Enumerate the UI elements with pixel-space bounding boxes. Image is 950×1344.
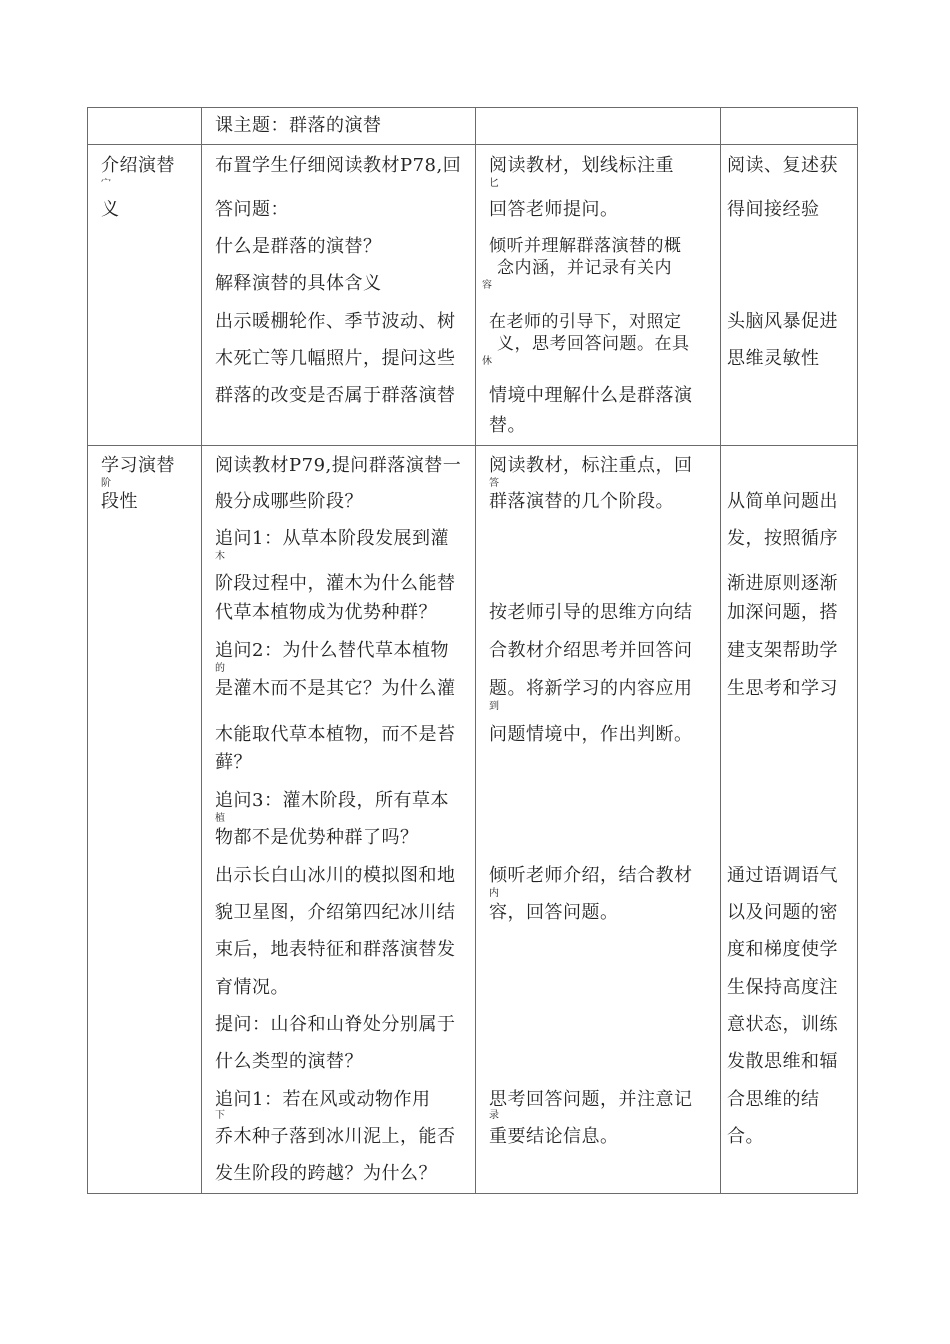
teacher-text-line: 般分成哪些阶段？ bbox=[215, 491, 363, 512]
design-text-line: 加深问题，搭 bbox=[727, 602, 838, 623]
student-text-line: 情境中理解什么是群落演 bbox=[489, 385, 693, 406]
teacher-text-line: 追问1：若在风或动物作用 bbox=[215, 1089, 431, 1110]
clipped-text-fragment: 木 bbox=[215, 551, 225, 562]
clipped-text-fragment: 休 bbox=[482, 356, 492, 367]
row-divider bbox=[87, 144, 858, 145]
table-border-right bbox=[857, 107, 858, 1194]
design-text-line: 得间接经验 bbox=[727, 199, 820, 220]
row-divider bbox=[87, 445, 858, 446]
student-text-line: 阅读教材，标注重点，回 bbox=[489, 455, 693, 476]
teacher-text-line: 答问题： bbox=[215, 199, 289, 220]
table-border-bottom bbox=[87, 1193, 858, 1194]
clipped-text-fragment: 宀 bbox=[101, 178, 111, 189]
clipped-text-fragment: 植 bbox=[215, 813, 225, 824]
column-divider bbox=[475, 107, 476, 1194]
student-text-line: 合教材介绍思考并回答问 bbox=[489, 640, 693, 661]
design-text-line: 生保持高度注 bbox=[727, 977, 838, 998]
teacher-text-line: 提问：山谷和山脊处分别属于 bbox=[215, 1014, 456, 1035]
teacher-text-line: 解释演替的具体含义 bbox=[215, 273, 382, 294]
design-text-line: 合思维的结 bbox=[727, 1089, 820, 1110]
clipped-text-fragment: 容 bbox=[482, 280, 492, 291]
student-text-line: 按老师引导的思维方向结 bbox=[489, 602, 693, 623]
clipped-text-fragment: 答 bbox=[489, 478, 499, 489]
design-text-line: 阅读、复述获 bbox=[727, 155, 838, 176]
teacher-text-line: 是灌木而不是其它？为什么灌 bbox=[215, 678, 456, 699]
column-divider bbox=[201, 107, 202, 1194]
clipped-text-fragment: 匕 bbox=[489, 178, 499, 189]
design-text-line: 建支架帮助学 bbox=[727, 640, 838, 661]
teacher-text-line: 群落的改变是否属于群落演替 bbox=[215, 385, 456, 406]
design-text-line: 生思考和学习 bbox=[727, 678, 838, 699]
design-text-line: 头脑风暴促进 bbox=[727, 311, 838, 332]
teacher-text-line: 育情况。 bbox=[215, 977, 289, 998]
clipped-text-fragment: 的 bbox=[215, 663, 225, 674]
teacher-text-line: 什么类型的演替？ bbox=[215, 1051, 363, 1072]
student-text-line: 群落演替的几个阶段。 bbox=[489, 491, 674, 512]
design-text-line: 通过语调语气 bbox=[727, 865, 838, 886]
teacher-text-line: 追问2：为什么替代草本植物 bbox=[215, 640, 449, 661]
design-text-line: 渐进原则逐渐 bbox=[727, 573, 838, 594]
clipped-text-fragment: 下 bbox=[215, 1110, 225, 1121]
student-text-line: 阅读教材，划线标注重 bbox=[489, 155, 674, 176]
student-text-line: 替。 bbox=[489, 415, 526, 436]
student-text-line: 倾听并理解群落演替的概 bbox=[489, 236, 682, 256]
design-text-line: 意状态，训练 bbox=[727, 1014, 838, 1035]
teacher-text-line: 乔木种子落到冰川泥上，能否 bbox=[215, 1126, 456, 1147]
teacher-text-line: 物都不是优势种群了吗？ bbox=[215, 827, 419, 848]
student-text-line: 倾听老师介绍，结合教材 bbox=[489, 865, 693, 886]
design-text-line: 发散思维和辐 bbox=[727, 1051, 838, 1072]
student-text-line: 题。将新学习的内容应用 bbox=[489, 678, 693, 699]
teacher-text-line: 貌卫星图，介绍第四纪冰川结 bbox=[215, 902, 456, 923]
lesson-topic: 课主题：群落的演替 bbox=[215, 115, 382, 136]
teacher-text-line: 追问3：灌木阶段，所有草本 bbox=[215, 790, 449, 811]
design-text-line: 思维灵敏性 bbox=[727, 348, 820, 369]
section-title: 介绍演替 bbox=[101, 155, 175, 176]
teacher-text-line: 阅读教材P79,提问群落演替一 bbox=[215, 455, 462, 476]
teacher-text-line: 代草本植物成为优势种群？ bbox=[215, 602, 437, 623]
clipped-text-fragment: 内 bbox=[489, 888, 499, 899]
design-text-line: 发，按照循序 bbox=[727, 528, 838, 549]
teacher-text-line: 木死亡等几幅照片，提问这些 bbox=[215, 348, 456, 369]
student-text-line: 思考回答问题，并注意记 bbox=[489, 1089, 693, 1110]
teacher-text-line: 出示长白山冰川的模拟图和地 bbox=[215, 865, 456, 886]
student-text-line: 容，回答问题。 bbox=[489, 902, 619, 923]
teacher-text-line: 布置学生仔细阅读教材P78,回 bbox=[215, 155, 462, 176]
teacher-text-line: 追问1：从草本阶段发展到灌 bbox=[215, 528, 449, 549]
teacher-text-line: 木能取代草本植物，而不是苔 bbox=[215, 724, 456, 745]
teacher-text-line: 发生阶段的跨越？为什么？ bbox=[215, 1163, 437, 1184]
student-text-line: 回答老师提问。 bbox=[489, 199, 619, 220]
design-text-line: 度和梯度使学 bbox=[727, 939, 838, 960]
column-divider bbox=[720, 107, 721, 1194]
student-text-line: 在老师的引导下，对照定 bbox=[489, 312, 682, 332]
teacher-text-line: 藓？ bbox=[215, 752, 252, 773]
design-text-line: 从简单问题出 bbox=[727, 491, 838, 512]
teacher-text-line: 束后，地表特征和群落演替发 bbox=[215, 939, 456, 960]
clipped-text-fragment: 阶 bbox=[101, 478, 111, 489]
design-text-line: 合。 bbox=[727, 1126, 764, 1147]
section-title: 段性 bbox=[101, 491, 138, 512]
student-text-line: 重要结论信息。 bbox=[489, 1126, 619, 1147]
student-text-line: 念内涵，并记录有关内 bbox=[497, 258, 672, 278]
student-text-line: 问题情境中，作出判断。 bbox=[489, 724, 693, 745]
table-border-top bbox=[87, 107, 858, 108]
teacher-text-line: 出示暖棚轮作、季节波动、树 bbox=[215, 311, 456, 332]
clipped-text-fragment: 到 bbox=[489, 701, 499, 712]
section-title: 义 bbox=[101, 199, 120, 220]
design-text-line: 以及问题的密 bbox=[727, 902, 838, 923]
clipped-text-fragment: 录 bbox=[489, 1110, 499, 1121]
student-text-line: 义，思考回答问题。在具 bbox=[497, 334, 690, 354]
teacher-text-line: 什么是群落的演替？ bbox=[215, 236, 382, 257]
teacher-text-line: 阶段过程中，灌木为什么能替 bbox=[215, 573, 456, 594]
table-border-left bbox=[87, 107, 88, 1194]
section-title: 学习演替 bbox=[101, 455, 175, 476]
